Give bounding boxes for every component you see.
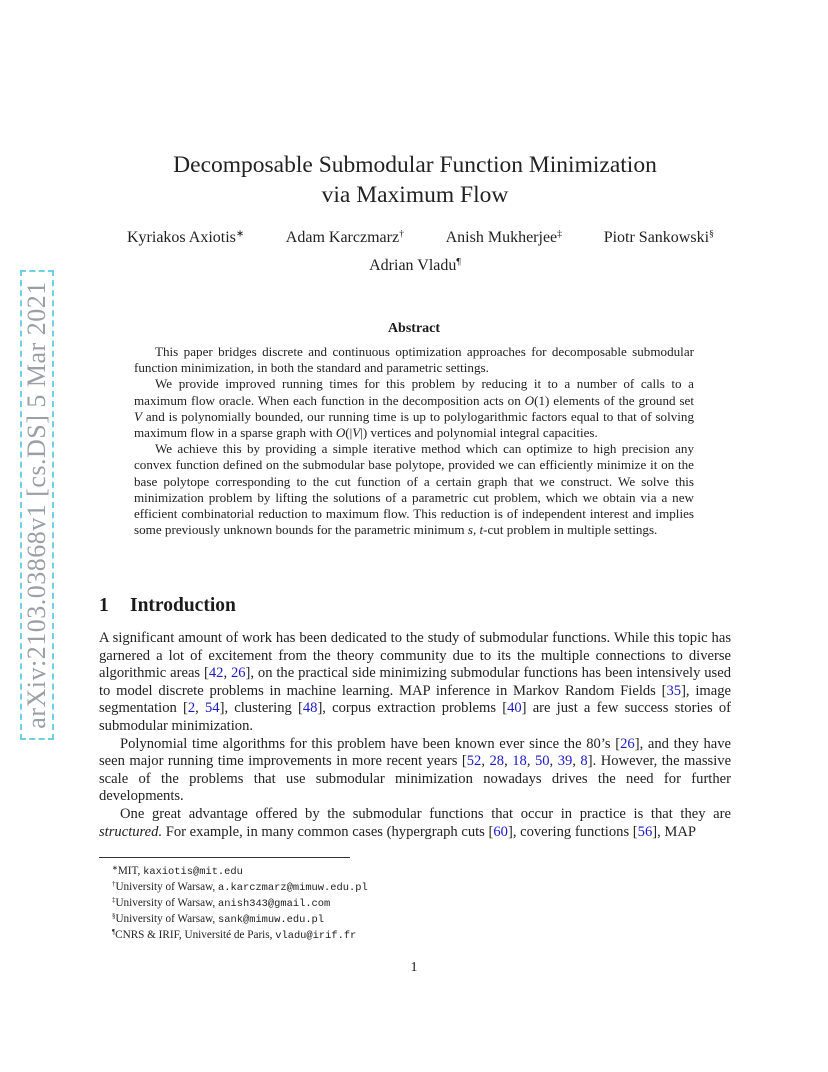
body-paragraph: One great advantage offered by the submodular functions that occur in practice is that they are structured. For example, in many common cases (hypergraph cuts [60], covering functions [56], MAP: [99, 805, 731, 840]
section-number: 1: [99, 595, 109, 616]
section-heading: [99, 595, 236, 617]
author: Piotr Sankowski§: [603, 228, 714, 246]
citation-link[interactable]: 54: [204, 700, 220, 717]
citation-link[interactable]: 35: [666, 682, 682, 699]
citation-link[interactable]: 42: [208, 665, 224, 682]
body-paragraph: Polynomial time algorithms for this problem have been known ever since the 80’s [26], and they have seen major running time improvements in more recent years [52, 28, 18, 50, 39, 8]. However, the massive scale of the problems that use submodular minimization nowadays drives the need for further developments.: [99, 735, 732, 805]
footnote: ∗MIT, kaxiotis@mit.edu: [112, 864, 243, 878]
abstract-paragraph: This paper bridges discrete and continuous optimization approaches for decomposable submodular function minimization, in both the standard and parametric settings.: [134, 344, 694, 376]
email-link[interactable]: kaxiotis@mit.edu: [143, 866, 243, 878]
citation-link[interactable]: 50: [534, 753, 550, 770]
author: Adrian Vladu¶: [369, 256, 461, 274]
body-text: [99, 630, 731, 841]
abstract-heading: Abstract: [387, 321, 441, 336]
arxiv-stamp-text: arXiv:2103.03868v1 [cs.DS] 5 Mar 2021: [22, 281, 51, 729]
paper-title: [100, 150, 730, 210]
citation-link[interactable]: 60: [493, 823, 508, 840]
abstract-paragraph: We provide improved running times for this problem by reducing it to a number of calls to a maximum flow oracle. When each function in the decomposition acts on O(1) elements of the ground set V and is polynomially bounded, our running time is up to polylogarithmic factors equal to that of solving maximum flow in a sparse graph with O(|V|) vertices and polynomial integral capacities.: [134, 376, 695, 441]
body-paragraph: A significant amount of work has been dedicated to the study of submodular functions. While this topic has garnered a lot of excitement from the theory community due to its the multiple connections to diverse algorithmic areas [42, 26], on the practical side minimizing submodular functions has been intensively used to model discrete problems in machine learning. MAP inference in Markov Random Fields [35], image segmentation [2, 54], clustering [48], corpus extraction problems [40] are just a few success stories of submodular minimization.: [99, 630, 732, 734]
author: Kyriakos Axiotis∗: [127, 228, 245, 246]
footnotes: [112, 864, 368, 944]
email-link[interactable]: a.karczmarz@mimuw.edu.pl: [218, 882, 368, 894]
citation-link[interactable]: 56: [637, 823, 653, 840]
citation-link[interactable]: 40: [507, 700, 522, 717]
footnote: †University of Warsaw, a.karczmarz@mimuw.edu.pl: [112, 880, 368, 894]
footnote-rule: [99, 857, 350, 858]
author: Anish Mukherjee‡: [445, 228, 563, 246]
page-number: 1: [410, 960, 418, 975]
title-line-2: via Maximum Flow: [321, 182, 509, 208]
citation-link[interactable]: 18: [512, 753, 527, 770]
author: Adam Karczmarz†: [285, 228, 405, 246]
title-line-1: Decomposable Submodular Function Minimization: [173, 152, 657, 178]
citation-link[interactable]: 52: [466, 753, 482, 770]
footnote: ¶CNRS & IRIF, Université de Paris, vladu@irif.fr: [112, 928, 357, 942]
email-link[interactable]: sank@mimuw.edu.pl: [218, 914, 325, 926]
email-link[interactable]: anish343@gmail.com: [218, 898, 331, 910]
email-link[interactable]: vladu@irif.fr: [275, 930, 357, 942]
footnote: §University of Warsaw, sank@mimuw.edu.pl: [112, 912, 325, 926]
citation-link[interactable]: 28: [489, 753, 505, 770]
citation-link[interactable]: 39: [557, 753, 573, 770]
section-title: Introduction: [130, 595, 236, 616]
citation-link[interactable]: 8: [580, 753, 588, 770]
abstract-paragraph: We achieve this by providing a simple iterative method which can optimize to high precision any convex function defined on the submodular base polytope, provided we can efficiently minimize it on the base polytope corresponding to the cut function of a certain graph that we construct. We solve this minimization problem by lifting the solutions of a parametric cut problem, which we obtain via a new efficient combinatorial reduction to maximum flow. This reduction is of independent interest and implies some previously unknown bounds for the parametric minimum s, t-cut problem in multiple settings.: [134, 441, 694, 538]
citation-link[interactable]: 26: [620, 735, 635, 752]
citation-link[interactable]: 48: [302, 700, 318, 717]
citation-link[interactable]: 26: [230, 665, 246, 682]
abstract: [134, 344, 694, 538]
citation-link[interactable]: 2: [187, 700, 196, 717]
footnote: ‡University of Warsaw, anish343@gmail.com: [112, 896, 331, 910]
arxiv-stamp: [20, 270, 54, 740]
